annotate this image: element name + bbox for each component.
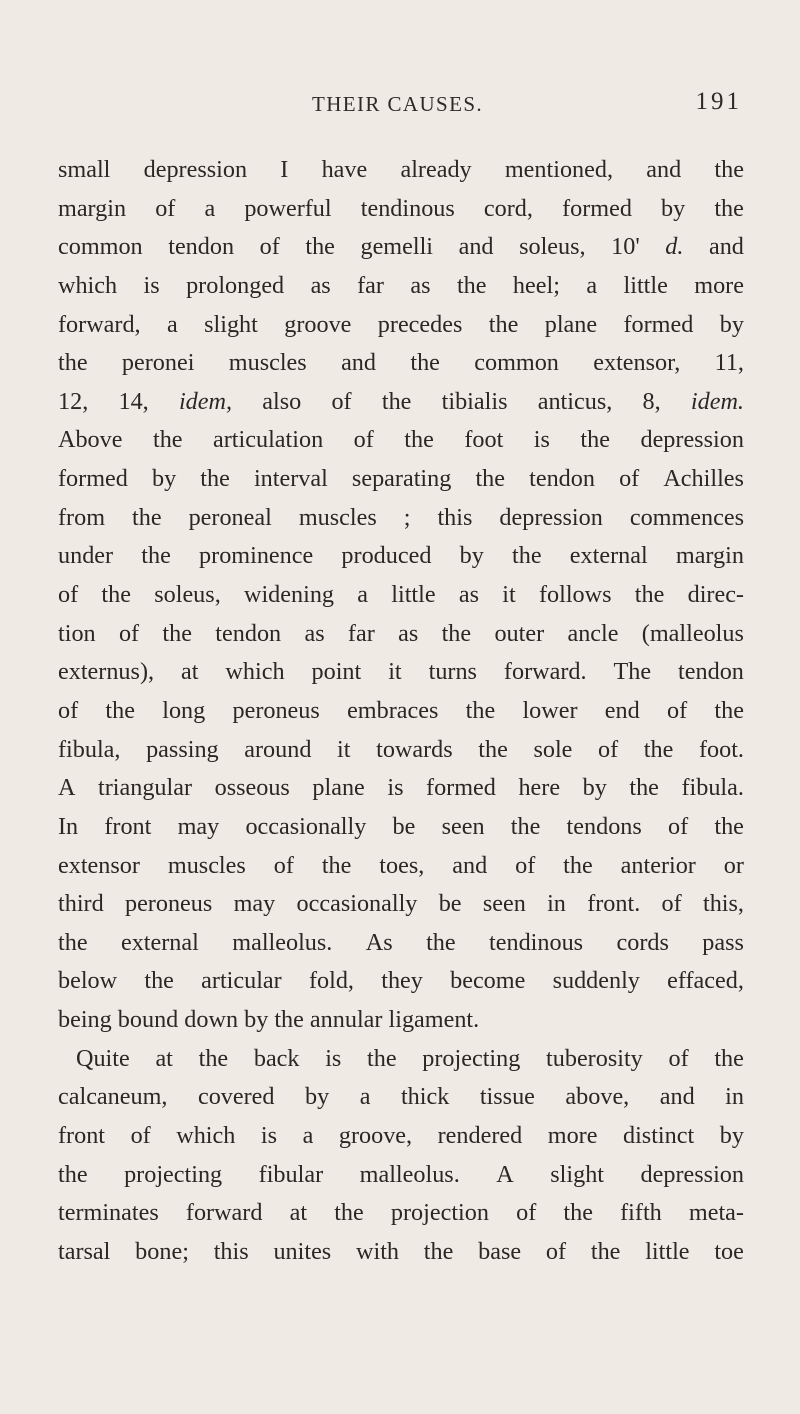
word: of [668, 812, 689, 840]
word: cords [616, 928, 669, 956]
word: as [458, 581, 480, 609]
word: the [488, 310, 519, 338]
word: front. [587, 890, 641, 918]
word: as [410, 271, 431, 299]
word: soleus, [154, 581, 221, 609]
word: this [437, 503, 473, 531]
word: foot [464, 426, 504, 454]
paragraph-start-line [58, 1040, 744, 1079]
word: of [545, 1237, 567, 1265]
word: by [719, 310, 744, 338]
word: be [438, 890, 462, 918]
word: towards [376, 735, 453, 763]
word: the [714, 156, 744, 183]
word: depression [143, 156, 248, 183]
word: the [144, 967, 174, 995]
word: extensor, [593, 349, 681, 377]
word: also [262, 387, 302, 415]
word: muscles [298, 503, 377, 531]
word: terminates [58, 1199, 159, 1227]
word: a [586, 271, 598, 299]
word: tissue [479, 1083, 535, 1111]
word: 8, [642, 387, 661, 415]
word: and [452, 851, 488, 879]
word: the [441, 619, 472, 647]
word: malleolus. [232, 928, 333, 956]
word: of [661, 890, 682, 918]
word: pass [702, 928, 744, 956]
word: of [58, 581, 79, 609]
word: by [661, 194, 686, 222]
word: suddenly [552, 967, 640, 995]
word: formed [426, 774, 496, 802]
word: I [280, 156, 289, 183]
text-line [58, 383, 744, 422]
word: fibula. [681, 774, 744, 802]
word: commences [629, 503, 744, 531]
word: margin [58, 194, 127, 222]
word: fifth [620, 1199, 662, 1227]
word: the [367, 1044, 397, 1072]
page-number: 191 [695, 88, 742, 115]
word: and [458, 233, 494, 261]
word: projection [390, 1199, 489, 1227]
word: tendinous [360, 194, 455, 222]
word: peroneus [232, 696, 320, 724]
text-line [58, 499, 744, 538]
word: of [273, 851, 294, 879]
word: below [58, 967, 118, 995]
word: anterior [620, 851, 696, 879]
text-line [58, 537, 744, 576]
word: is [325, 1044, 342, 1072]
word: the [101, 581, 131, 609]
word: of [598, 735, 619, 763]
word: seen [482, 890, 526, 918]
word: heel; [512, 271, 560, 299]
word: it [502, 581, 516, 609]
word: powerful [244, 194, 332, 222]
word: already [400, 156, 472, 183]
word: the [643, 735, 674, 763]
text-line [58, 228, 744, 267]
word: the [141, 542, 171, 570]
word: back [253, 1044, 300, 1072]
word: tibialis [441, 387, 508, 415]
word: at [289, 1199, 308, 1227]
word: thick [400, 1083, 450, 1111]
word: tendon [529, 465, 595, 493]
word: Quite [76, 1044, 130, 1072]
word: occasionally [245, 812, 367, 840]
word: tendinous [489, 928, 584, 956]
word: and [341, 349, 376, 377]
word: 12, [58, 387, 89, 415]
word: a [166, 310, 178, 338]
word: little [623, 271, 668, 299]
word: fibular [258, 1160, 324, 1188]
word: the [465, 696, 496, 724]
word: the [563, 851, 593, 879]
word: depression [640, 1160, 744, 1188]
word: foot. [698, 735, 744, 763]
word: of [516, 1199, 537, 1227]
word: Above [58, 426, 123, 454]
running-head: THEIR CAUSES. [312, 92, 484, 116]
text-line [58, 1078, 744, 1117]
word: 11, [714, 349, 744, 377]
word: the [629, 774, 659, 802]
word: common [474, 349, 559, 377]
word: the [714, 696, 744, 724]
word: this [213, 1237, 249, 1265]
word: distinct [622, 1122, 695, 1150]
word: a [359, 1083, 371, 1111]
word: idem, [178, 387, 233, 415]
text-line [58, 962, 744, 1001]
word: here [518, 774, 561, 802]
word: separating [351, 465, 452, 493]
word: the [634, 581, 665, 609]
word: from [58, 503, 106, 531]
word: toe [714, 1237, 744, 1265]
word: depression [640, 426, 744, 454]
word: soleus, [519, 233, 586, 261]
word: they [381, 967, 423, 995]
word: be [392, 812, 416, 840]
word: and [708, 233, 744, 261]
word: the [58, 1160, 88, 1188]
word: by [305, 1083, 330, 1111]
text-line-content: being bound down by the annular ligament. [58, 1006, 480, 1034]
word: the [321, 851, 352, 879]
word: peronei [121, 349, 195, 377]
word: third [58, 890, 104, 918]
word: may [233, 890, 276, 918]
word: The [613, 658, 652, 686]
word: a [204, 194, 216, 222]
word: is [533, 426, 550, 454]
word: of [515, 851, 536, 879]
word: which [225, 658, 285, 686]
word: at [155, 1044, 173, 1072]
word: ; [403, 503, 411, 531]
text-line [58, 769, 744, 808]
word: of [619, 465, 640, 493]
word: is [387, 774, 404, 802]
word: the [132, 503, 162, 531]
word: above, [565, 1083, 630, 1111]
text-line [58, 1233, 744, 1272]
word: external [569, 542, 648, 570]
word: the [381, 387, 412, 415]
text-line [58, 885, 744, 924]
word: under [58, 542, 114, 570]
word: more [694, 271, 744, 299]
word: rendered [437, 1122, 523, 1150]
word: far [347, 619, 375, 647]
word: peroneus [124, 890, 213, 918]
word: of [353, 426, 374, 454]
word: the [510, 812, 541, 840]
text-line [58, 306, 744, 345]
word: by [151, 465, 177, 493]
word: idem. [690, 387, 744, 415]
text-line [58, 924, 744, 963]
word: it [337, 735, 351, 763]
word: by [582, 774, 607, 802]
text-line [58, 731, 744, 770]
word: prolonged [186, 271, 285, 299]
word: muscles [167, 851, 246, 879]
word: tendon [168, 233, 235, 261]
word: osseous [214, 774, 290, 802]
word: formed [562, 194, 632, 222]
text-line [58, 808, 744, 847]
word: the [404, 426, 434, 454]
word: small [58, 156, 111, 183]
word: interval [253, 465, 328, 493]
text-line [58, 421, 744, 460]
word: meta- [688, 1199, 744, 1227]
word: direc- [687, 581, 744, 609]
word: the [105, 696, 135, 724]
word: tendons [566, 812, 642, 840]
word: tendon [215, 619, 282, 647]
word: the [198, 1044, 229, 1072]
word: at [181, 658, 199, 686]
word: the [162, 619, 192, 647]
word: widening [243, 581, 335, 609]
word: gemelli [360, 233, 434, 261]
word: as [310, 271, 331, 299]
word: turns [428, 658, 477, 686]
word: seen [441, 812, 485, 840]
word: outer [494, 619, 545, 647]
word: triangular [98, 774, 193, 802]
word: mentioned, [504, 156, 614, 183]
word: the [58, 349, 88, 377]
word: prominence [199, 542, 314, 570]
word: of [668, 1044, 689, 1072]
word: may [177, 812, 220, 840]
word: common [58, 233, 143, 261]
word: covered [197, 1083, 275, 1111]
word: 10' [611, 233, 640, 261]
word: is [260, 1122, 278, 1150]
word: the [563, 1199, 593, 1227]
word: base [478, 1237, 522, 1265]
word: as [304, 619, 325, 647]
text-line [58, 576, 744, 615]
word: with [356, 1237, 400, 1265]
word: a [302, 1122, 314, 1150]
word: calcaneum, [58, 1083, 168, 1111]
word: or [723, 851, 744, 879]
word: margin [675, 542, 744, 570]
text-line [58, 1117, 744, 1156]
word: the [58, 928, 88, 956]
word: A [496, 1160, 514, 1188]
word: follows [538, 581, 612, 609]
word: and [646, 156, 682, 183]
word: the [590, 1237, 621, 1265]
word: the [152, 426, 183, 454]
word: lower [522, 696, 578, 724]
word: in [547, 890, 566, 918]
word: (malleolus [641, 619, 744, 647]
word: the [714, 194, 744, 222]
word: bone; [135, 1237, 189, 1265]
word: the [456, 271, 487, 299]
word: front [104, 812, 152, 840]
word: end [604, 696, 640, 724]
word: far [357, 271, 384, 299]
word: the [305, 233, 335, 261]
word: muscles [228, 349, 307, 377]
word: which [176, 1122, 236, 1150]
word: toes, [379, 851, 425, 879]
word: precedes [377, 310, 463, 338]
word: tuberosity [546, 1044, 643, 1072]
word: a [357, 581, 369, 609]
word: articulation [213, 426, 324, 454]
text-line [58, 1194, 744, 1233]
word: of [259, 233, 280, 261]
word: it [388, 658, 402, 686]
word: occasionally [296, 890, 418, 918]
word: projecting [124, 1160, 223, 1188]
word: in [725, 1083, 744, 1111]
word: and [659, 1083, 695, 1111]
word: forward, [58, 310, 141, 338]
body-text [58, 151, 744, 1272]
word: by [459, 542, 484, 570]
word: malleolus. [359, 1160, 460, 1188]
word: point [311, 658, 362, 686]
word: forward [185, 1199, 263, 1227]
word: anticus, [537, 387, 613, 415]
word: the [334, 1199, 364, 1227]
word: tion [58, 619, 96, 647]
text-line [58, 267, 744, 306]
word: d. [665, 233, 684, 261]
word: become [450, 967, 526, 995]
text-line [58, 653, 744, 692]
word: fold, [308, 967, 354, 995]
word: the [423, 1237, 454, 1265]
word: the [714, 812, 744, 840]
word: articular [201, 967, 282, 995]
word: have [321, 156, 368, 183]
word: this, [702, 890, 744, 918]
word: the [512, 542, 542, 570]
word: of [155, 194, 176, 222]
word: depression [499, 503, 603, 531]
text-line [58, 847, 744, 886]
word: which [58, 271, 118, 299]
text-line [58, 460, 744, 499]
text-line [58, 344, 744, 383]
word: groove [284, 310, 352, 338]
text-line [58, 692, 744, 731]
word: As [365, 928, 393, 956]
word: front [58, 1122, 106, 1150]
word: as [398, 619, 419, 647]
word: by [719, 1122, 744, 1150]
word: slight [550, 1160, 605, 1188]
word: Achilles [663, 465, 744, 493]
word: external [120, 928, 199, 956]
word: projecting [422, 1044, 521, 1072]
word: of [118, 619, 140, 647]
word: is [143, 271, 160, 299]
word: formed [623, 310, 694, 338]
word: embraces [347, 696, 439, 724]
word: the [475, 465, 505, 493]
text-line [58, 151, 744, 190]
word: groove, [338, 1122, 413, 1150]
word: long [162, 696, 206, 724]
word: tendon [678, 658, 744, 686]
word: of [666, 696, 688, 724]
word: A [58, 774, 76, 802]
word: around [244, 735, 312, 763]
word: produced [341, 542, 432, 570]
word: formed [58, 465, 128, 493]
word: slight [204, 310, 258, 338]
word: cord, [483, 194, 533, 222]
word: more [547, 1122, 598, 1150]
word: little [391, 581, 436, 609]
word: of [130, 1122, 151, 1150]
word: forward. [503, 658, 587, 686]
word: In [58, 812, 79, 840]
text-line [58, 1156, 744, 1195]
word: effaced, [667, 967, 744, 995]
word: tarsal [58, 1237, 111, 1265]
text-line [58, 190, 744, 229]
word: the [200, 465, 230, 493]
word: the [478, 735, 508, 763]
word: extensor [58, 851, 140, 879]
word: externus), [58, 658, 155, 686]
word: unites [273, 1237, 332, 1265]
word: of [58, 696, 79, 724]
word: 14, [118, 387, 149, 415]
word: the [410, 349, 440, 377]
word: plane [312, 774, 365, 802]
text-line [58, 615, 744, 654]
word: the [580, 426, 610, 454]
word: the [714, 1044, 744, 1072]
word: little [645, 1237, 690, 1265]
word: plane [544, 310, 598, 338]
word: the [426, 928, 456, 956]
word: peroneal [188, 503, 272, 531]
paragraph-end-line [58, 1001, 744, 1040]
word: ancle [567, 619, 619, 647]
word: of [331, 387, 352, 415]
word: passing [146, 735, 219, 763]
word: fibula, [58, 735, 121, 763]
word: sole [533, 735, 573, 763]
